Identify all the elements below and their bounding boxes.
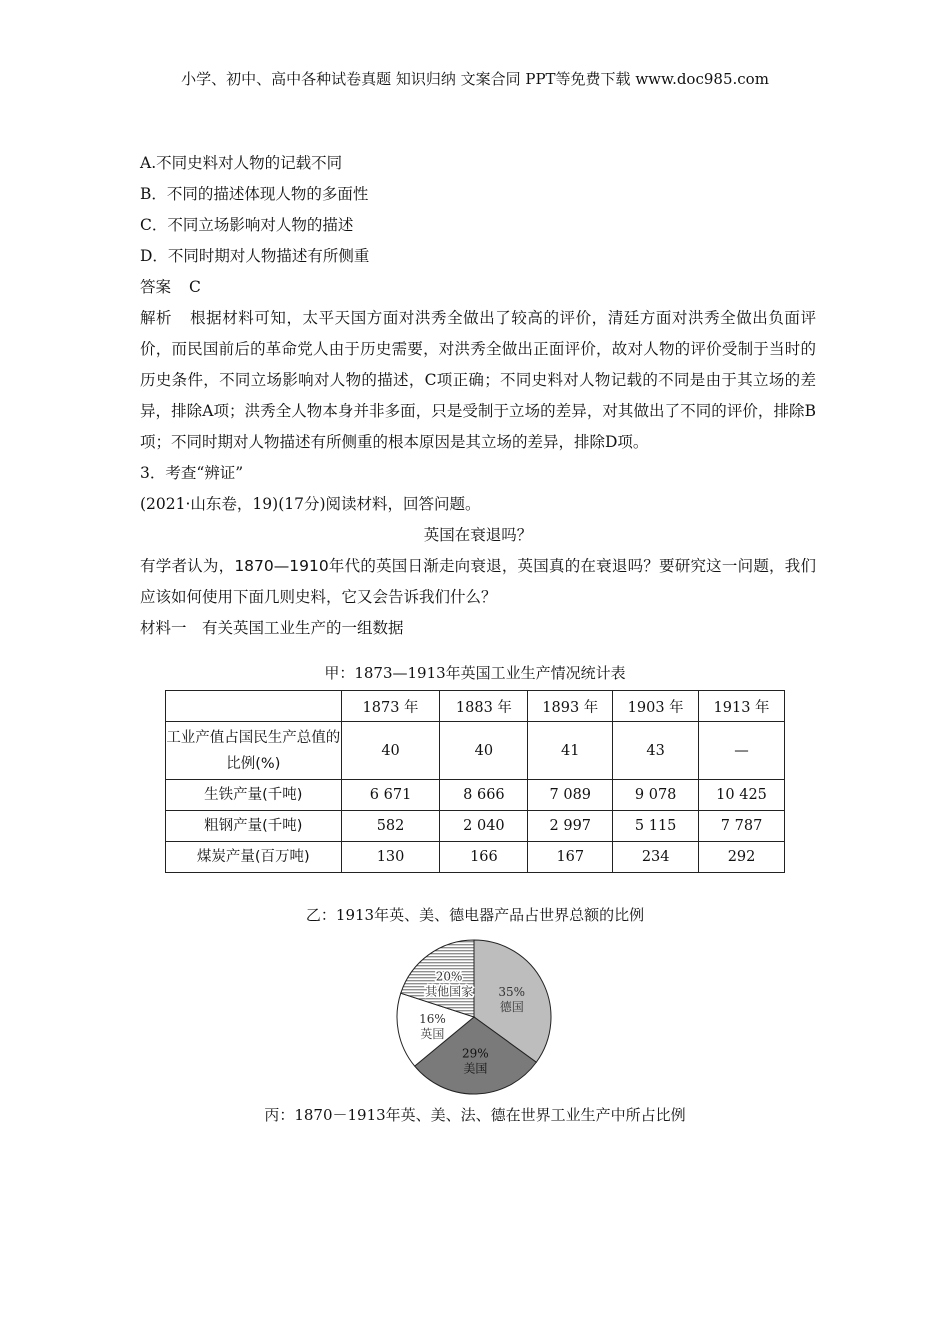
pie-slice-name-label: 英国 bbox=[420, 1026, 445, 1041]
answer-label: 答案 bbox=[140, 278, 172, 296]
table-cell: 582 bbox=[341, 811, 440, 842]
table-cell: 43 bbox=[613, 722, 699, 780]
table-cell: — bbox=[699, 722, 785, 780]
answer-line bbox=[140, 272, 816, 303]
option-b: B．不同的描述体现人物的多面性 bbox=[140, 185, 369, 203]
column-header: 1913 年 bbox=[699, 691, 785, 722]
row-header: 生铁产量(千吨) bbox=[166, 780, 342, 811]
pie-slice-percent-label: 20% bbox=[435, 969, 463, 984]
analysis-label: 解析 bbox=[140, 309, 173, 327]
table-cell: 166 bbox=[440, 842, 528, 873]
pie-chart bbox=[390, 932, 570, 1102]
table-cell: 5 115 bbox=[613, 811, 699, 842]
analysis-paragraph bbox=[140, 303, 816, 458]
table-cell: 130 bbox=[341, 842, 440, 873]
table-cell: 234 bbox=[613, 842, 699, 873]
table-row bbox=[166, 780, 785, 811]
pie-slice-percent-label: 35% bbox=[498, 984, 526, 999]
table-cell: 9 078 bbox=[613, 780, 699, 811]
table-cell: 7 089 bbox=[528, 780, 613, 811]
question-source: (2021·山东卷，19)(17分)阅读材料，回答问题。 bbox=[140, 495, 481, 513]
table-header-row bbox=[166, 691, 785, 722]
table-cell: 40 bbox=[341, 722, 440, 780]
pie-slice-percent-label: 29% bbox=[461, 1046, 489, 1061]
table-cell: 6 671 bbox=[341, 780, 440, 811]
row-header: 工业产值占国民生产总值的比例(%) bbox=[166, 722, 342, 780]
pie-slice-name-label: 美国 bbox=[463, 1061, 488, 1076]
material-title: 英国在衰退吗？ bbox=[423, 526, 533, 544]
table-cell: 41 bbox=[528, 722, 613, 780]
column-header: 1893 年 bbox=[528, 691, 613, 722]
analysis-text: 根据材料可知，太平天国方面对洪秀全做出了较高的评价，清廷方面对洪秀全做出负面评价，而民国前后的革命党人由于历史需要，对洪秀全做出正面评价，故对人物的评价受制于当时的历史条件，不同立场影响对人物的描述，C项正确；不同史料对人物记载的不同是由于其立场的差异，排除A项；洪秀全人物本身并非多面，只是受制于立场的差异，对其做出了不同的评价，排除B项；不同时期对人物描述有所侧重的根本原因是其立场的差异，排除D项。 bbox=[140, 309, 816, 451]
pie-chart-title: 乙：1913年英、美、德电器产品占世界总额的比例 bbox=[305, 906, 645, 924]
column-header: 1883 年 bbox=[440, 691, 528, 722]
table-cell: 8 666 bbox=[440, 780, 528, 811]
answer-value: C bbox=[189, 278, 201, 296]
table-cell: 40 bbox=[440, 722, 528, 780]
industrial-stats-table bbox=[165, 690, 785, 873]
content bbox=[140, 148, 816, 644]
table-cell: 2 040 bbox=[440, 811, 528, 842]
option-d: D．不同时期对人物描述有所侧重 bbox=[140, 247, 370, 265]
row-header: 粗钢产量(千吨) bbox=[166, 811, 342, 842]
table-row bbox=[166, 811, 785, 842]
table-row bbox=[166, 722, 785, 780]
material-one-heading: 材料一 有关英国工业生产的一组数据 bbox=[140, 619, 404, 637]
page-header: 小学、初中、高中各种试卷真题 知识归纳 文案合同 PPT等免费下载 www.doc985.com bbox=[181, 70, 769, 88]
row-header: 煤炭产量(百万吨) bbox=[166, 842, 342, 873]
pie-slice-name-label: 德国 bbox=[499, 999, 524, 1014]
table-title: 甲：1873—1913年英国工业生产情况统计表 bbox=[324, 664, 626, 682]
option-c: C．不同立场影响对人物的描述 bbox=[140, 216, 354, 234]
pie-slice-name-label: 其他国家 bbox=[425, 984, 474, 999]
table-row bbox=[166, 842, 785, 873]
table-cell: 292 bbox=[699, 842, 785, 873]
pie-chart-svg bbox=[390, 932, 570, 1102]
table-cell: 10 425 bbox=[699, 780, 785, 811]
column-header: 1903 年 bbox=[613, 691, 699, 722]
question-intro: 有学者认为，1870—1910年代的英国日渐走向衰退，英国真的在衰退吗？要研究这一问题，我们应该如何使用下面几则史料，它又会告诉我们什么？ bbox=[140, 557, 816, 606]
table-corner-cell bbox=[166, 691, 342, 722]
pie-slice-percent-label: 16% bbox=[419, 1011, 446, 1026]
table-cell: 167 bbox=[528, 842, 613, 873]
option-a: A.不同史料对人物的记载不同 bbox=[140, 154, 343, 172]
section-heading: 3．考查“辨证” bbox=[140, 464, 244, 482]
table-cell: 7 787 bbox=[699, 811, 785, 842]
chart-bing-caption: 丙：1870－1913年英、美、法、德在世界工业生产中所占比例 bbox=[264, 1106, 686, 1124]
column-header: 1873 年 bbox=[341, 691, 440, 722]
table-cell: 2 997 bbox=[528, 811, 613, 842]
